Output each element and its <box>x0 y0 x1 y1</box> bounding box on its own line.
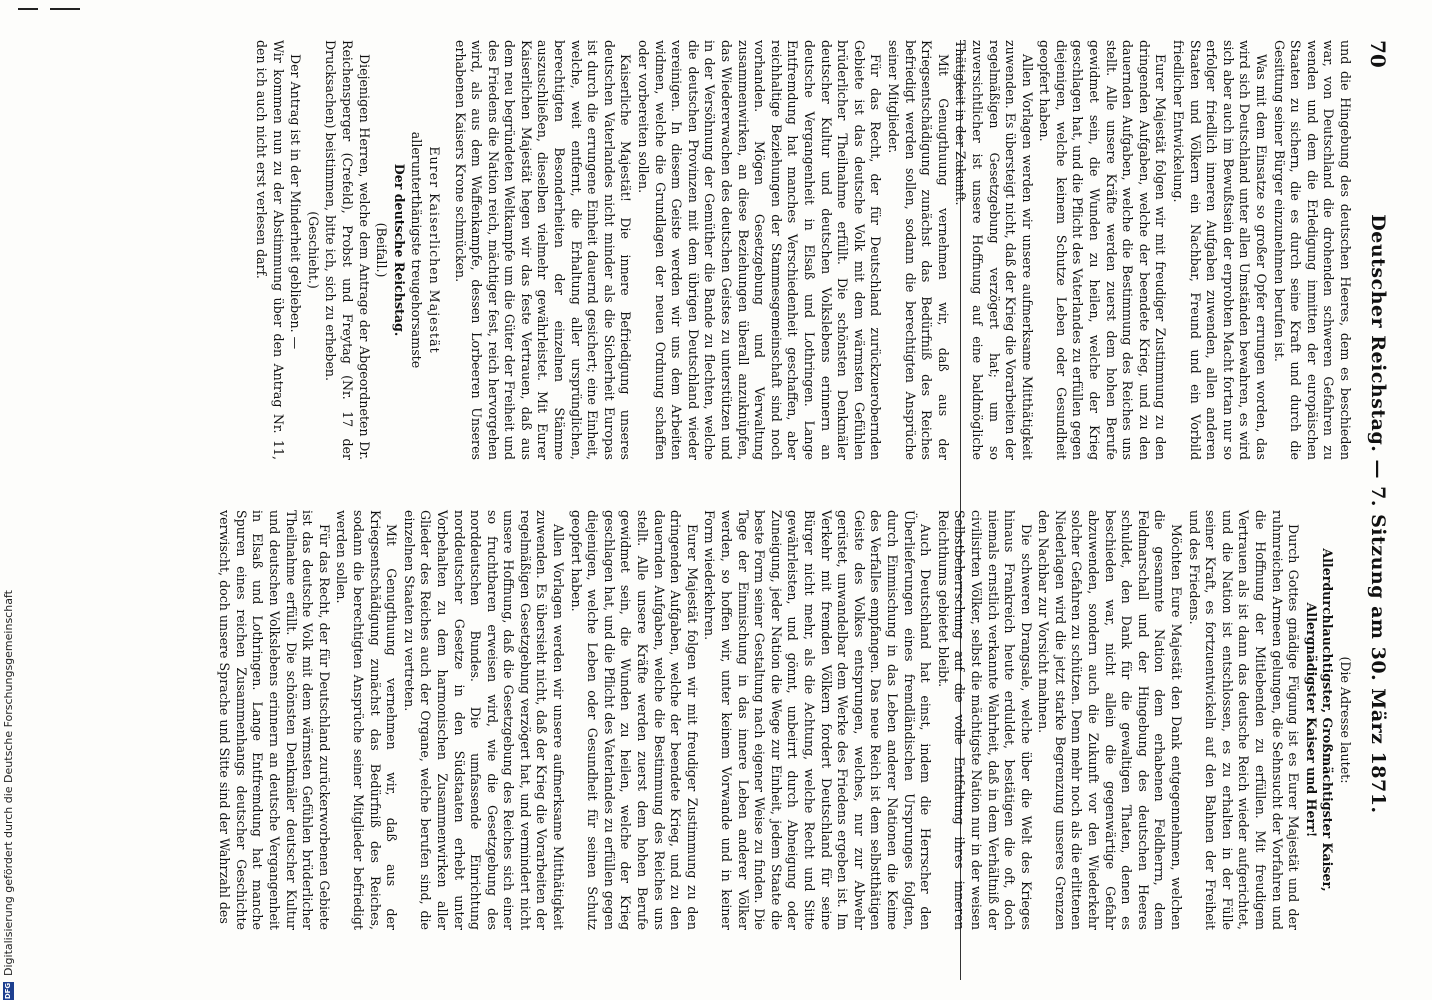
stage-direction: (Die Adresse lautet: <box>1338 656 1353 784</box>
closing: Eurer Kaiserlichen Majestät <box>426 146 442 354</box>
paragraph: Für das Recht, der für Deutschland zurückerworbenen Gebiete ist das deutsche Volk mit dem wärmsten Gefühlen brüderlicher Theilnahme erfüllt. Die schönsten Denkmäler deutscher Kultur und deutschen Volkslebens erinnern an deutsche Vergangenheit in Elsaß und Lothringen. Lange Entfremdung hat manche Spuren eines reichen Zusammenhangs deutscher Geschichte verwischt, doch unsere Sprache und Sitte sind der Wahrzahl des <box>217 510 332 930</box>
paragraph: Eurer Majestät folgen wir mit freudiger Zustimmung zu den dringenden Aufgaben, welche der beendete Krieg, und zu den dauernden Aufgaben, welche die Bestimmung des Reiches uns stellt. Alle unsere Kräfte werden zuerst dem hohen Berufe gewidmet sein, die Wunden zu heilen, welche der Krieg geschlagen hat, und die Pflicht des Vaterlandes zu erfüllen gegen diejenigen, welche keinem Schutze Leben oder Gesundheit geopfert haben. <box>1037 40 1169 460</box>
motion-text: Diejenigen Herren, welche dem Antrage der Abgeordneten Dr. Reichensperger (Crefeld), Probst und Freytag (Nr. 17 der Drucksachen) beistimmen, bitte ich, sich zu erheben. <box>323 40 372 460</box>
salutation: Allerdurchlauchtigster, Großmächtigster Kaiser, Allergnädigster Kaiser und Herr! <box>1303 548 1336 892</box>
right-column <box>215 510 1353 930</box>
left-column <box>251 40 1353 460</box>
paragraph: Allen Vorlagen werden wir unsere aufmerksame Mitthätigkeit zuwenden. Es übersteigt nicht, daß der Krieg die Vorarbeiten der regelmäßigen Gesetzgebung verzögert hat; um so zuversichtlicher ist unsere Hoffnung auf eine baldmögliche Thätigkeit in der Zukunft. <box>953 40 1035 460</box>
rotated-page <box>105 40 1395 980</box>
paragraph: Möchten Eure Majestät den Dank entgegennehmen, welchen die gesammte Nation dem erhabenen Feldherrn, dem Feldmarschall und der Hingebung des deutschen Heeres schuldet, den Dank für die gewaltigen Thaten, denen es beschieden war, nicht allein die gegenwärtige Gefahr abzuwenden, sondern auch die Zukunft vor den Wiederkehr solcher Gefahren zu schützen. Denn mehr noch als die erlittenen Niederlagen wird die jetzt starke Begrenzung unseres Grenzen den Nachbar zur Vorsicht mahnen. <box>1036 510 1185 930</box>
paragraph: Für das Recht, der für Deutschland zurückzuerobernden Gebiete ist das deutsche Volk mit dem wärmsten Gefühlen brüderlicher Theilnahme erfüllt. Die schönsten Denkmäler deutscher Kultur und deutschen Volkslebens erinnern an deutsche Vergangenheit in Elsaß und Lothringen. Lange Entfremdung hat manches Verschiedenheit geschaffen, aber reichhaltige Beziehungen der Stammesgemeinschaft sind noch vorhanden. Mögen Gesetzgebung und Verwaltung zusammenwirken, an diese Beziehungen überall anzuknüpfen, das Wiedererwachen des deutschen Geistes zu unterstützen und in der Versöhnung der Gemüther die Bande zu flechten, welche die deutschen Provinzen mit dem übrigen Deutschland wieder vereinigen. In diesem Geiste werden wir uns dem Arbeiten widmen, welche die Grundlagen der neuen Ordnung schaffen oder vorbereiten sollen. <box>636 40 884 460</box>
paragraph: Was mit dem Einsatze so großer Opfer errungen worden, das wird sich Deutschland unter allen Umständen bewahren, es wird sich aber auch im Bewußtsein der erprobten Macht fortan nur so erfolger friedlich inneren Aufgaben zuwenden, allen anderen Staaten und Völkern ein Nachbar, Freund und ein Vorbild friedlicher Entwickelung. <box>1171 40 1270 460</box>
paragraph: Eurer Majestät folgen wir mit freudiger Zustimmung zu den dringenden Aufgaben, welche der beendete Krieg, und zu den dauernden Aufgaben, welche die Bestimmung des Reiches uns stellt. Alle unsere Kräfte werden zuerst dem hohen Berufe gewidmet sein, die Wunden zu heilen, welche der Krieg geschlagen hat, und die Pflicht des Vaterlandes zu erfüllen gegen diejenigen, welche Leben oder Gesundheit für seinen Schutz geopfert haben. <box>568 510 700 930</box>
closing-line: allerunterthänigste treugehorsamste <box>409 131 425 369</box>
running-head: Deutscher Reichstag. — 7. Sitzung am 30. März 1871. <box>1367 214 1389 814</box>
stage-direction: (Geschieht.) <box>305 211 321 289</box>
paragraph: Kaiserliche Majestät! Die innere Befriedigung unseres deutschen Vaterlandes nicht minder als die Sicherheit Europas ist durch die errungene Einheit dauernd gesichert; eine Einheit, welche, weit entfernt, die Erhaltung aller ursprünglichen, berechtigten Besonderheiten der einzelnen Stämme auszuschließen, dieselben vielmehr gewährleistet. Mit Eurer Kaiserlichen Majestät hegen wir das feste Vertrauen, daß aus dem neu begründeten Weltkampfe um die Güter der Freiheit und des Friedens die Nation reich, mächtiger fest, reich hervorgehen wird, als aus dem Waffenkampfe, dessen Lorbeeren Unseres erhabenen Kaisers Krone schmücken. <box>452 40 634 460</box>
stage-direction: (Beifall.) <box>374 222 390 278</box>
paragraph: und die Hingebung des deutschen Heeres, dem es beschieden war, von Deutschland die drohenden schweren Gefahren zu wenden und dem die Erledigung inmitten der europäischen Staaten zu sichern, die es durch seine Kraft und durch die Gesittung seiner Bürger einzunehmen berufen ist. <box>1271 40 1353 460</box>
paragraph: Mit Genugthuung vernehmen wir, daß aus der Kriegsentschädigung zunächst das Bedürfniß des Reiches befriedigt werden sollen, sodann die berechtigten Ansprüche seiner Mitglieder. <box>885 40 951 460</box>
scan-mark <box>50 8 80 10</box>
signature: Der deutsche Reichstag. <box>391 163 407 337</box>
result-text: Wir kommen nun zu der Abstimmung über den Antrag Nr. 11, den ich auch nicht erst verlesen darf. <box>254 40 286 460</box>
scan-mark <box>18 8 38 10</box>
credit-text: Digitalisierung gefördert durch die Deutsche Forschungsgemeinschaft <box>1 590 15 976</box>
dfg-logo: DFG <box>3 982 12 1000</box>
digitization-credit <box>1 0 15 1000</box>
paragraph: Allen Vorlagen werden wir unsere aufmerksame Mitthätigkeit zuwenden. Es übersieht nicht, daß der Krieg die Vorarbeiten der regelmäßigen Gesetzgebung verzögert hat, und vermindert nicht unsere Hoffnung, daß die Gesetzgebung des Reiches sich einer so fruchtbaren erweisen wird, wie die Gesetzgebung des norddeutschen Bundes. Die umfassende Einrichtung norddeutscher Gesetze in den Südstaaten erhebt unter Vorbehalten zu dem harmonischen Zusammenwirken aller Glieder des Reiches auch der Organe, welche berufen sind, die einzelnen Staaten zu vertreten. <box>401 510 567 930</box>
paragraph: Die schweren Drangsale, welche über die Welt des Krieges hinaus Frankreich heute erduldet, bestätigen die oft, doch niemals ernstlich verkannte Wahrheit, daß in dem Verhältniß der civilisirten Völker, selbst die mächtigste Nation nur in der weisen Selbstbeherrschung auf die volle Entfaltung ihres inneren Reichthums gebietet bleibt. <box>935 510 1034 930</box>
page-number: 70 <box>1366 40 1390 68</box>
result-text: Der Antrag ist in der Minderheit geblieben. — <box>288 54 304 350</box>
paragraph: Auch Deutschland hat einst, indem die Herrscher den Überlieferungen eines fremdländischen Ursprunges folgten, durch Einmischung in das Leben anderer Nationen die Keime des Verfalles empfangen. Das neue Reich ist dem selbstthätigen Geiste des Volkes entsprungen, welches, nur zur Abwehr gerüstet, unwandelbar dem Werke des Friedens ergeben ist. Im Verkehr mit fremden Völkern fordert Deutschland für seine Bürger nicht mehr, als die Achtung, welche Recht und Sitte gewährleisten, und gönnt, unbeirrt durch Abneigung oder Zuneigung, jeder Nation die Wege zur Einheit, jedem Staate die beste Form seiner Gestaltung nach eigener Weise zu finden. Die Tage der Einmischung in das innere Leben anderer Völker werden, so hoffen wir, unter keinem Vorwande und in keiner Form wiederkehren. <box>702 510 934 930</box>
page-header <box>1361 40 1395 980</box>
paragraph: Mit Genugthuung vernehmen wir, daß aus der Kriegsentschädigung zunächst das Bedürfniß des Reiches, sodann die berechtigten Ansprüche seiner Mitglieder befriedigt werden sollen. <box>334 510 400 930</box>
paragraph: Durch Gottes gnädige Fügung ist es Eurer Majestät und der ruhmreichen Armeen gelungen, die Sehnsucht der Vorfahren und die Hoffnung der Mitlebenden zu erfüllen. Mit freudigem Vertrauen als ist dann das deutsche Reich wieder aufgerichtet, und die Nation ist entschlossen, es zu erhalten in der Fülle seiner Kraft, es fortzuentwickeln auf den Bahnen der Freiheit und des Friedens. <box>1186 510 1302 930</box>
